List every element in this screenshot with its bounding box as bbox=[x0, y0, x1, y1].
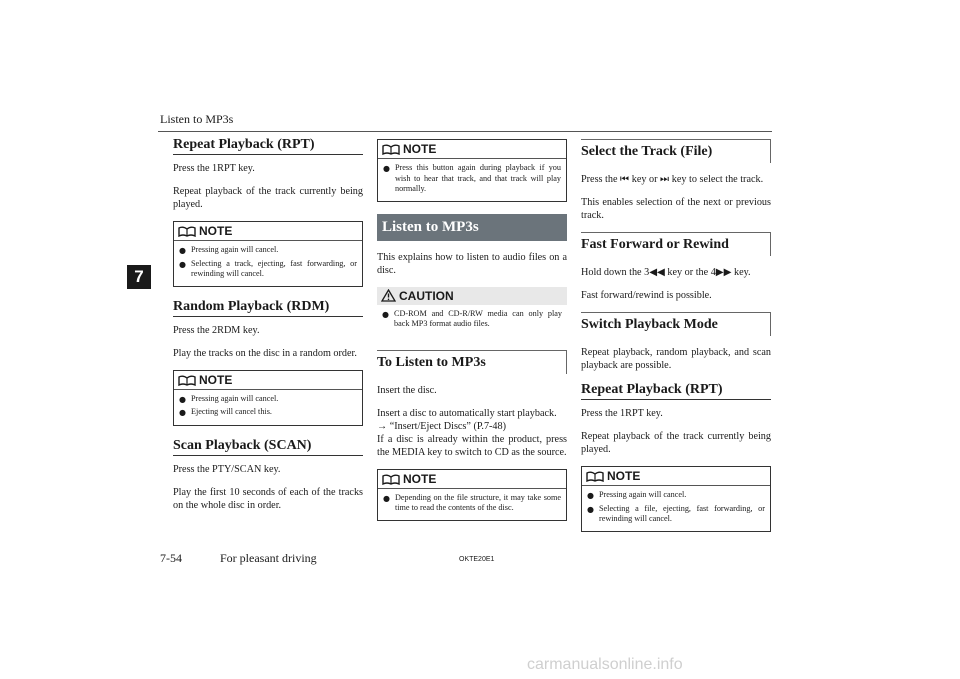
bullet-icon: ● bbox=[179, 259, 186, 269]
bullet-icon: ● bbox=[179, 246, 186, 255]
note-item: ● Pressing again will cancel. bbox=[179, 393, 279, 404]
note-icon bbox=[382, 473, 400, 485]
paragraph: This enables selection of the next or previous track. bbox=[581, 197, 771, 221]
note-item: ● Pressing again will cancel. bbox=[179, 245, 279, 255]
paragraph: Press the PTY/SCAN key. bbox=[173, 463, 281, 475]
section-heading-to-listen: To Listen to MP3s bbox=[377, 350, 567, 374]
note-box bbox=[581, 466, 771, 532]
bullet-icon: ● bbox=[587, 491, 594, 500]
paragraph: If a disc is already within the product, press the MEDIA key to switch to CD as the source. bbox=[377, 433, 567, 458]
section-heading-random: Random Playback (RDM) bbox=[173, 299, 363, 317]
section-heading-repeat: Repeat Playback (RPT) bbox=[581, 382, 771, 400]
paragraph: This explains how to listen to audio files on a disc. bbox=[377, 251, 567, 276]
watermark: carmanualsonline.info bbox=[527, 656, 683, 673]
section-heading-fast-forward: Fast Forward or Rewind bbox=[581, 232, 771, 256]
footer-doc-code: OKTE20E1 bbox=[459, 556, 495, 563]
paragraph: Repeat playback of the track currently being played. bbox=[581, 431, 771, 455]
header-rule bbox=[158, 131, 772, 132]
paragraph: Fast forward/rewind is possible. bbox=[581, 290, 712, 301]
caution-item: ● CD-ROM and CD-R/RW media can only play back MP3 format audio files. bbox=[382, 308, 562, 328]
chapter-tab: 7 bbox=[127, 265, 151, 289]
paragraph: Insert a disc to automatically start playback. bbox=[377, 407, 557, 419]
note-label: NOTE bbox=[199, 372, 233, 387]
paragraph: Insert the disc. bbox=[377, 384, 437, 396]
note-header bbox=[378, 140, 566, 159]
note-icon bbox=[178, 374, 196, 386]
note-icon bbox=[178, 225, 196, 237]
paragraph: Press the 1RPT key. bbox=[581, 408, 663, 419]
note-icon bbox=[586, 470, 604, 482]
note-label: NOTE bbox=[199, 224, 233, 238]
note-item: ● Ejecting will cancel this. bbox=[179, 407, 272, 417]
column-1 bbox=[173, 133, 363, 522]
paragraph: Press the ⏮ key or ⏭ key to select the track. bbox=[581, 174, 764, 185]
bullet-icon: ● bbox=[383, 164, 390, 173]
caution-header bbox=[377, 287, 567, 305]
footer-section-title: For pleasant driving bbox=[220, 551, 317, 565]
cross-reference-link[interactable]: → “Insert/Eject Discs” (P.7-48) bbox=[377, 420, 507, 432]
bullet-icon: ● bbox=[383, 493, 390, 503]
header-title: Listen to MP3s bbox=[160, 112, 234, 126]
note-item: ● Selecting a track, ejecting, fast forwarding, or rewinding will cancel. bbox=[179, 258, 357, 278]
note-item: ● Press this button again during playback if you wish to hear that track, and that track will play normally. bbox=[383, 163, 561, 193]
paragraph: Repeat playback, random playback, and scan playback are possible. bbox=[581, 347, 771, 371]
section-heading-switch-mode: Switch Playback Mode bbox=[581, 312, 771, 336]
note-box bbox=[173, 221, 363, 287]
bullet-icon: ● bbox=[179, 394, 186, 404]
note-label: NOTE bbox=[403, 471, 437, 486]
column-3 bbox=[581, 133, 771, 544]
caution-label: CAUTION bbox=[399, 288, 454, 303]
note-box bbox=[377, 469, 567, 521]
paragraph: Play the tracks on the disc in a random order. bbox=[173, 347, 357, 359]
note-box bbox=[377, 139, 567, 202]
bullet-icon: ● bbox=[179, 408, 186, 417]
note-item: ● Depending on the file structure, it may take some time to read the contents of the disc. bbox=[383, 492, 561, 512]
chapter-heading-listen-mp3: Listen to MP3s bbox=[377, 214, 567, 241]
paragraph: Press the 1RPT key. bbox=[173, 163, 255, 174]
paragraph: Hold down the 3◀◀ key or the 4▶▶ key. bbox=[581, 267, 751, 278]
note-item: ● Selecting a file, ejecting, fast forwarding, or rewinding will cancel. bbox=[587, 503, 765, 523]
section-heading-repeat: Repeat Playback (RPT) bbox=[173, 137, 363, 155]
caution-box bbox=[377, 287, 567, 336]
note-header bbox=[174, 222, 362, 241]
paragraph: Press the 2RDM key. bbox=[173, 324, 260, 336]
section-heading-scan: Scan Playback (SCAN) bbox=[173, 438, 363, 456]
bullet-icon: ● bbox=[587, 504, 594, 514]
column-2 bbox=[377, 133, 567, 533]
note-icon bbox=[382, 143, 400, 155]
section-heading-select-track: Select the Track (File) bbox=[581, 139, 771, 163]
note-item: ● Pressing again will cancel. bbox=[587, 490, 687, 500]
note-header bbox=[582, 467, 770, 486]
note-box bbox=[173, 370, 363, 426]
bullet-icon: ● bbox=[382, 309, 389, 319]
note-label: NOTE bbox=[403, 142, 437, 156]
footer-page-number: 7-54 bbox=[160, 551, 182, 565]
note-header bbox=[378, 470, 566, 489]
paragraph: Play the first 10 seconds of each of the tracks on the whole disc in order. bbox=[173, 486, 363, 511]
note-header bbox=[174, 371, 362, 390]
paragraph: Repeat playback of the track currently being played. bbox=[173, 186, 363, 210]
note-label: NOTE bbox=[607, 469, 641, 483]
warning-triangle-icon bbox=[381, 289, 396, 302]
